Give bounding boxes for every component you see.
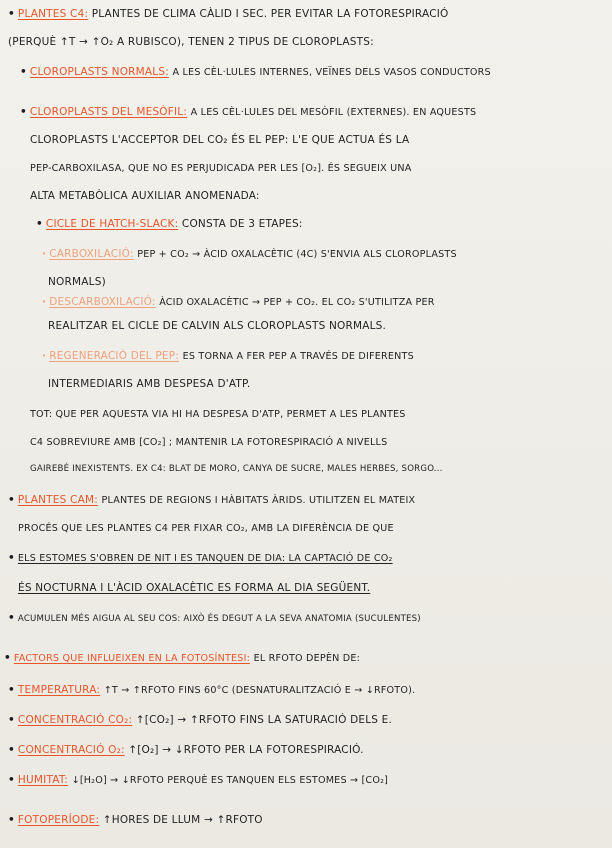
line-24 — [8, 684, 612, 696]
line-text: ES TORNA A FER PEP A TRAVÉS DE DIFERENTS — [182, 351, 414, 362]
bullet: • — [36, 218, 43, 230]
line-25 — [8, 714, 612, 726]
bullet: • — [4, 652, 11, 664]
bullet: • — [8, 494, 15, 506]
line-text: ↓[H₂O] → ↓RFOTO PERQUÈ ES TANQUEN ELS ESTOMES → [CO₂] — [71, 775, 389, 786]
line-text: PEP + CO₂ → ÀCID OXALACÈTIC (4C) S'ENVIA ALS CLOROPLASTS — [137, 249, 457, 260]
line-text: ALTA METABÒLICA AUXILIAR ANOMENADA: — [30, 190, 260, 202]
bullet: • — [8, 714, 15, 726]
heading-humitat: HUMITAT: — [17, 774, 69, 786]
line-23 — [4, 652, 612, 664]
bullet: • — [8, 684, 15, 696]
heading-carboxilacio: CARBOXILACIÓ: — [49, 248, 134, 260]
line-text: PROCÉS QUE LES PLANTES C4 PER FIXAR CO₂, AMB LA DIFERÈNCIA DE QUE — [18, 523, 394, 534]
heading-temperatura: TEMPERATURA: — [17, 684, 101, 696]
bullet: · — [42, 296, 47, 308]
heading-regeneracio-pep: REGENERACIÓ DEL PEP: — [49, 350, 180, 362]
line-text: CLOROPLASTS L'ACCEPTOR DEL CO₂ ÉS EL PEP: L'E QUE ACTUA ÉS LA — [30, 134, 410, 146]
bullet: • — [8, 612, 15, 624]
line-8 — [36, 218, 612, 230]
line-text: ↑[CO₂] → ↑RFOTO FINS LA SATURACIÓ DELS E. — [135, 714, 393, 726]
line-text: ↑HORES DE LLUM → ↑RFOTO — [102, 814, 263, 826]
heading-fotoperiode: FOTOPERÍODE: — [17, 814, 100, 826]
bullet: • — [8, 814, 15, 826]
line-text: CONSTA DE 3 ETAPES: — [181, 218, 303, 230]
line-16 — [30, 436, 612, 448]
line-text: ↑[O₂] → ↓RFOTO PER LA FOTORESPIRACIÓ. — [128, 744, 364, 756]
line-text: NORMALS) — [48, 276, 106, 288]
line-text: REALITZAR EL CICLE DE CALVIN ALS CLOROPLASTS NORMALS. — [48, 320, 387, 332]
line-text: PLANTES DE CLIMA CÀLID I SEC. PER EVITAR LA FOTORESPIRACIÓ — [91, 8, 449, 20]
bullet: · — [42, 248, 47, 260]
line-text: PEP-CARBOXILASA, QUE NO ES PERJUDICADA PER LES [O₂]. ÉS SEGUEIX UNA — [30, 163, 412, 174]
line-28 — [8, 814, 612, 826]
heading-concentracio-o2: CONCENTRACIÓ O₂: — [17, 744, 125, 756]
line-13 — [42, 350, 612, 362]
line-text: (PERQUÈ ↑T → ↑O₂ A RUBISCO), TENEN 2 TIPUS DE CLOROPLASTS: — [8, 36, 374, 48]
line-6 — [30, 162, 612, 174]
heading-plantes-cam: PLANTES CAM: — [17, 494, 98, 506]
line-text: GAIREBÉ INEXISTENTS. EX C4: BLAT DE MORO, CANYA DE SUCRE, MALES HERBES, SORGO... — [30, 464, 443, 474]
line-5 — [30, 134, 612, 146]
line-22 — [8, 612, 612, 624]
line-12 — [48, 320, 612, 332]
line-27 — [8, 774, 612, 786]
line-17 — [30, 462, 612, 474]
line-text: A LES CÈL·LULES DEL MESÒFIL (EXTERNES). EN AQUESTS — [190, 107, 477, 118]
line-26 — [8, 744, 612, 756]
line-10 — [48, 276, 612, 288]
line-7 — [30, 190, 612, 202]
line-3 — [20, 66, 612, 78]
line-20 — [8, 552, 612, 564]
line-text: ÀCID OXALACÈTIC → PEP + CO₂. EL CO₂ S'UTILITZA PER — [159, 297, 435, 308]
line-text: ↑T → ↑RFOTO FINS 60°C (DESNATURALITZACIÓ E → ↓RFOTO). — [103, 685, 416, 696]
bullet: • — [8, 552, 15, 564]
line-1 — [8, 8, 612, 20]
line-14 — [48, 378, 612, 390]
heading-concentracio-co2: CONCENTRACIÓ CO₂: — [17, 714, 133, 726]
heading-plantes-c4: PLANTES C4: — [17, 8, 89, 20]
line-4 — [20, 106, 612, 118]
heading-cloroplasts-mesofil: CLOROPLASTS DEL MESÒFIL: — [29, 106, 188, 118]
line-text: ÉS NOCTURNA I L'ÀCID OXALACÈTIC ES FORMA AL DIA SEGÜENT. — [18, 582, 371, 594]
bullet: • — [20, 106, 27, 118]
line-15 — [30, 408, 612, 420]
line-9 — [42, 248, 612, 260]
line-18 — [8, 494, 612, 506]
line-text: ACUMULEN MÉS AIGUA AL SEU COS: AIXÒ ÉS DEGUT A LA SEVA ANATOMIA (SUCULENTES) — [17, 614, 421, 624]
bullet: • — [8, 774, 15, 786]
bullet: · — [42, 350, 47, 362]
line-text: TOT: QUE PER AQUESTA VIA HI HA DESPESA D'ATP, PERMET A LES PLANTES — [30, 409, 406, 420]
line-text: PLANTES DE REGIONS I HÀBITATS ÀRIDS. UTILITZEN EL MATEIX — [101, 495, 416, 506]
bullet: • — [20, 66, 27, 78]
line-11 — [42, 296, 612, 308]
line-text: C4 SOBREVIURE AMB [CO₂] ; MANTENIR LA FOTORESPIRACIÓ A NIVELLS — [30, 437, 388, 448]
line-19 — [18, 522, 612, 534]
heading-descarboxilacio: DESCARBOXILACIÓ: — [49, 296, 156, 308]
heading-factors: FACTORS QUE INFLUEIXEN EN LA FOTOSÍNTESI: — [13, 653, 251, 664]
heading-cloroplasts-normals: CLOROPLASTS NORMALS: — [29, 66, 169, 78]
line-text: EL RFOTO DEPÈN DE: — [253, 653, 361, 664]
heading-hatch-slack: CICLE DE HATCH-SLACK: — [45, 218, 179, 230]
line-text: ELS ESTOMES S'OBREN DE NIT I ES TANQUEN DE DIA: LA CAPTACIÓ DE CO₂ — [17, 553, 393, 564]
line-21 — [18, 582, 612, 594]
line-text: INTERMEDIARIS AMB DESPESA D'ATP. — [48, 378, 251, 390]
line-2 — [8, 36, 612, 48]
bullet: • — [8, 744, 15, 756]
bullet: • — [8, 8, 15, 20]
line-text: A LES CÈL·LULES INTERNES, VEÏNES DELS VASOS CONDUCTORS — [172, 67, 491, 78]
